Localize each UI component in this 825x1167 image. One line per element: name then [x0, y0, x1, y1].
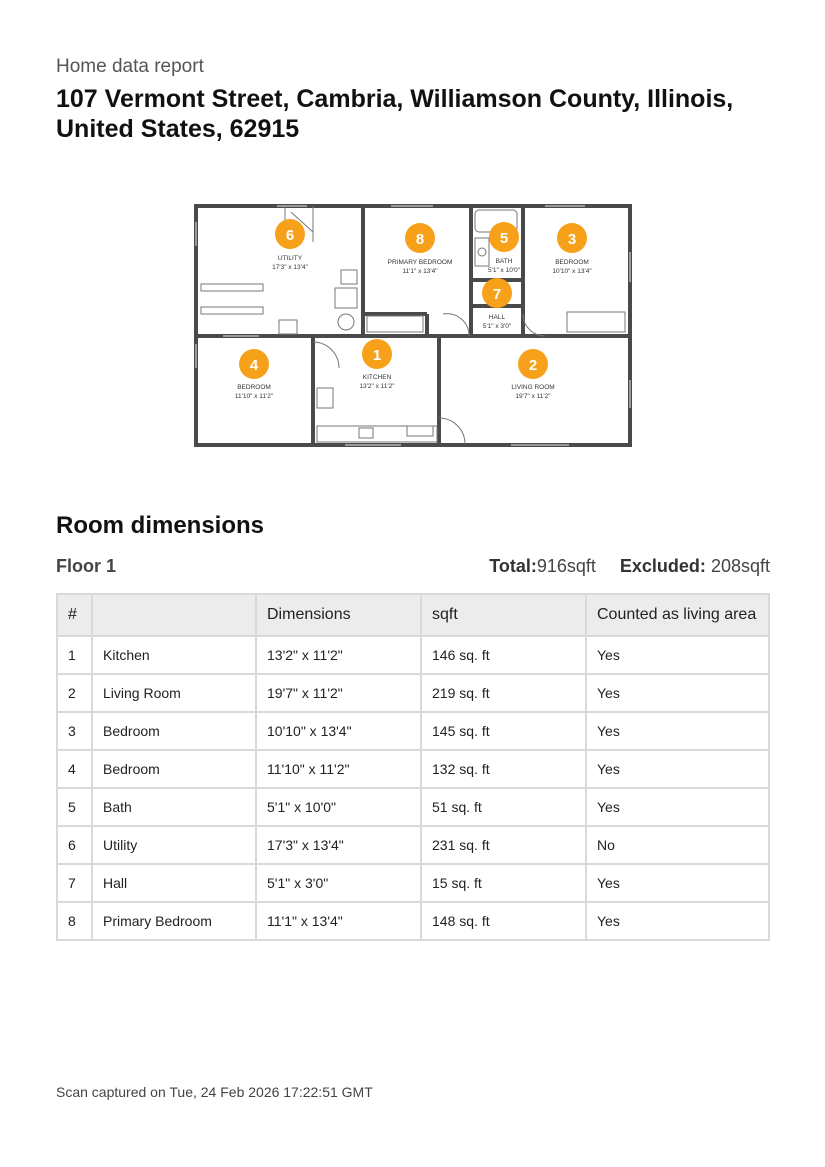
cell-number: 7: [57, 864, 92, 902]
room-badge-5: [489, 222, 519, 252]
table-row: [57, 826, 769, 864]
cell-number: 1: [57, 636, 92, 674]
cell-room: Bedroom: [92, 712, 256, 750]
floor-summary: [56, 556, 770, 580]
excluded-label: Excluded:: [619, 556, 706, 576]
room-label-kitchen: KITCHEN: [362, 374, 392, 381]
cell-dimensions: 13'2" x 11'2": [256, 636, 421, 674]
room-label-utility: UTILITY: [277, 255, 303, 262]
room-label-bedroom-3: BEDROOM: [555, 259, 589, 266]
room-badge-7: [482, 278, 512, 308]
cell-living-area: Yes: [586, 712, 769, 750]
cell-sqft: 219 sq. ft: [421, 674, 586, 712]
room-badge-3: [557, 223, 587, 253]
svg-text:4: 4: [249, 357, 259, 374]
table-row: [57, 636, 769, 674]
header-sqft: sqft: [421, 594, 586, 636]
cell-sqft: 231 sq. ft: [421, 826, 586, 864]
report-subtitle: Home data report: [56, 56, 204, 77]
room-dims-bath: 5'1" x 10'0": [487, 267, 521, 274]
floor-name: Floor 1: [56, 556, 117, 576]
room-dims-living-room: 19'7" x 11'2": [515, 393, 551, 400]
cell-living-area: Yes: [586, 750, 769, 788]
table-row: [57, 788, 769, 826]
total-value: 916sqft: [536, 556, 596, 576]
svg-text:7: 7: [492, 286, 502, 303]
room-dims-utility: 17'3" x 13'4": [272, 264, 308, 271]
room-badge-6: [275, 219, 305, 249]
header-room: [92, 594, 256, 636]
floor-plan: [193, 202, 633, 450]
cell-sqft: 148 sq. ft: [421, 902, 586, 940]
room-badge-8: [405, 223, 435, 253]
cell-dimensions: 5'1" x 3'0": [256, 864, 421, 902]
room-dimensions-table: [56, 593, 770, 941]
svg-text:3: 3: [567, 231, 577, 248]
table-row: [57, 864, 769, 902]
cell-number: 8: [57, 902, 92, 940]
table-row: [57, 712, 769, 750]
cell-dimensions: 11'10" x 11'2": [256, 750, 421, 788]
room-label-hall: HALL: [488, 314, 506, 321]
room-badge-1: [362, 339, 392, 369]
header-living-area: Counted as living area: [586, 594, 769, 636]
header-dimensions: Dimensions: [256, 594, 421, 636]
svg-text:1: 1: [372, 347, 382, 364]
property-address: 107 Vermont Street, Cambria, Williamson County, Illinois, United States, 62915: [56, 85, 734, 143]
room-dims-kitchen: 13'2" x 11'2": [359, 383, 395, 390]
room-label-living-room: LIVING ROOM: [511, 384, 555, 391]
cell-number: 2: [57, 674, 92, 712]
cell-sqft: 146 sq. ft: [421, 636, 586, 674]
section-title: Room dimensions: [56, 512, 265, 539]
total-label: Total:: [489, 556, 537, 576]
room-label-bath: BATH: [495, 258, 513, 265]
cell-room: Hall: [92, 864, 256, 902]
cell-room: Bath: [92, 788, 256, 826]
room-label-primary-bedroom: PRIMARY BEDROOM: [387, 259, 453, 266]
cell-room: Kitchen: [92, 636, 256, 674]
cell-number: 3: [57, 712, 92, 750]
room-dims-primary-bedroom: 11'1" x 13'4": [402, 268, 438, 275]
cell-sqft: 15 sq. ft: [421, 864, 586, 902]
cell-sqft: 145 sq. ft: [421, 712, 586, 750]
room-badge-2: [518, 349, 548, 379]
cell-number: 5: [57, 788, 92, 826]
cell-sqft: 51 sq. ft: [421, 788, 586, 826]
table-row: [57, 902, 769, 940]
cell-room: Living Room: [92, 674, 256, 712]
table-row: [57, 750, 769, 788]
room-dims-bedroom-4: 11'10" x 11'2": [234, 393, 274, 400]
svg-text:2: 2: [528, 357, 538, 374]
header-number: #: [57, 594, 92, 636]
cell-living-area: Yes: [586, 864, 769, 902]
cell-dimensions: 11'1" x 13'4": [256, 902, 421, 940]
area-totals: [489, 556, 770, 577]
svg-text:5: 5: [499, 230, 509, 247]
svg-text:6: 6: [285, 227, 295, 244]
cell-living-area: No: [586, 826, 769, 864]
excluded-value: 208sqft: [710, 556, 770, 576]
cell-living-area: Yes: [586, 636, 769, 674]
table-row: [57, 674, 769, 712]
cell-living-area: Yes: [586, 788, 769, 826]
room-badge-4: [239, 349, 269, 379]
room-label-bedroom-4: BEDROOM: [237, 384, 271, 391]
room-dims-bedroom-3: 10'10" x 13'4": [552, 268, 592, 275]
cell-living-area: Yes: [586, 902, 769, 940]
cell-living-area: Yes: [586, 674, 769, 712]
svg-text:8: 8: [415, 231, 425, 248]
cell-room: Primary Bedroom: [92, 902, 256, 940]
cell-dimensions: 19'7" x 11'2": [256, 674, 421, 712]
cell-dimensions: 17'3" x 13'4": [256, 826, 421, 864]
cell-number: 6: [57, 826, 92, 864]
scan-captured-footer: Scan captured on Tue, 24 Feb 2026 17:22:51 GMT: [56, 1084, 373, 1100]
cell-dimensions: 10'10" x 13'4": [256, 712, 421, 750]
cell-sqft: 132 sq. ft: [421, 750, 586, 788]
room-dims-hall: 5'1" x 3'0": [482, 323, 512, 330]
table-header-row: [57, 594, 769, 636]
cell-room: Utility: [92, 826, 256, 864]
cell-number: 4: [57, 750, 92, 788]
cell-room: Bedroom: [92, 750, 256, 788]
cell-dimensions: 5'1" x 10'0": [256, 788, 421, 826]
